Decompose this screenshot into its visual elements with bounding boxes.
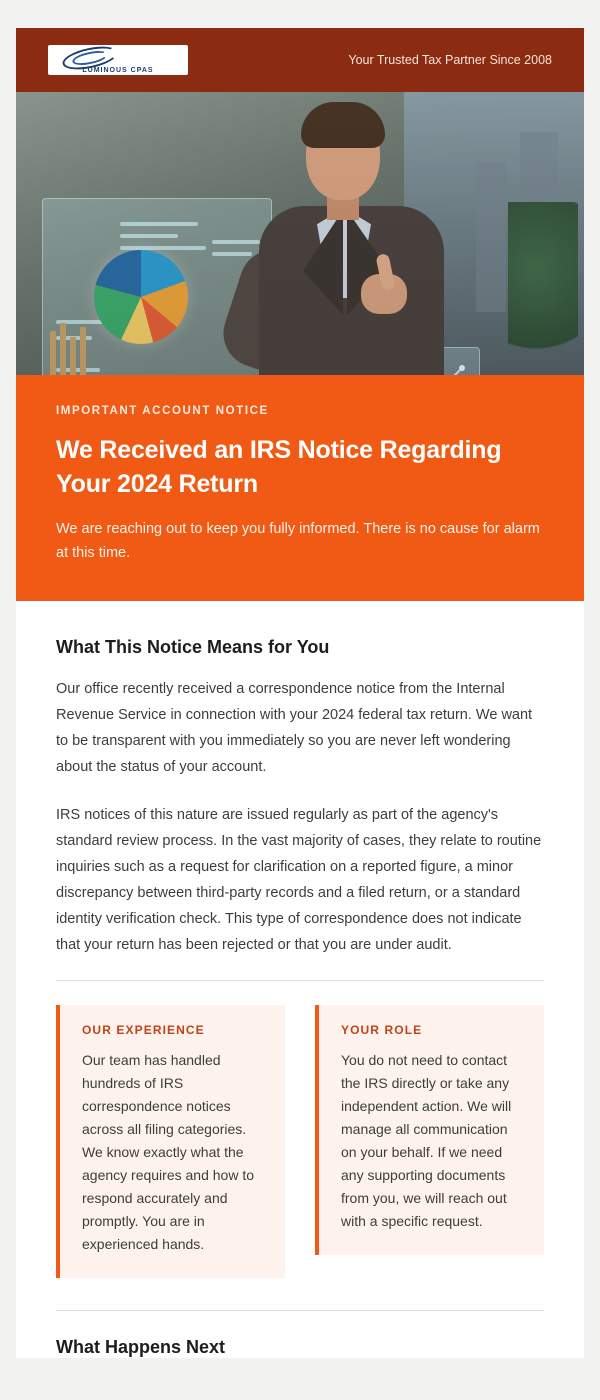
- email-container: [16, 28, 584, 1358]
- body-paragraph-1: Our office recently received a correspondence notice from the Internal Revenue Service in connection with your 2024 federal tax return. We want to be transparent with you immediately so you are never left wondering about the status of your account.: [56, 681, 533, 775]
- callout-title: YOUR ROLE: [341, 1023, 423, 1037]
- divider-2: [56, 1310, 544, 1311]
- callout-row: [56, 1005, 544, 1278]
- email-header: [16, 28, 584, 92]
- divider: [56, 980, 544, 981]
- company-logo[interactable]: [48, 45, 188, 75]
- notice-subtitle: We are reaching out to keep you fully informed. There is no cause for alarm at this time.: [56, 521, 540, 561]
- notice-eyebrow: IMPORTANT ACCOUNT NOTICE: [56, 405, 269, 417]
- header-tagline: Your Trusted Tax Partner Since 2008: [348, 53, 552, 67]
- hero-image: [16, 92, 584, 375]
- section-title: What This Notice Means for You: [56, 637, 330, 657]
- hero-overlay: [16, 92, 584, 375]
- notice-banner: [16, 375, 584, 601]
- callout-our-experience: [56, 1005, 285, 1278]
- next-section-title: What Happens Next: [56, 1337, 226, 1357]
- notice-title: We Received an IRS Notice Regarding Your 2024 Return: [56, 436, 502, 498]
- callout-text: You do not need to contact the IRS directly or take any independent action. We will manage all communication on your behalf. If we need any supporting documents from you, we will reach out with a specific request.: [341, 1052, 512, 1229]
- email-body: [16, 601, 584, 1358]
- callout-text: Our team has handled hundreds of IRS correspondence notices across all filing categories. We know exactly what the agency requires and how to respond accurately and promptly. You are in experienced hands.: [82, 1052, 254, 1252]
- body-paragraph-2: IRS notices of this nature are issued regularly as part of the agency's standard review process. In the vast majority of cases, they relate to routine inquiries such as a request for clarification on a reported figure, a minor discrepancy between third-party records and a filed return, or a standard identity verification check. This type of correspondence does not indicate that your return has been rejected or that you are under audit.: [56, 807, 542, 953]
- callout-your-role: [315, 1005, 544, 1255]
- callout-title: OUR EXPERIENCE: [82, 1023, 205, 1037]
- logo-text: LUMINOUS CPAS: [82, 67, 154, 74]
